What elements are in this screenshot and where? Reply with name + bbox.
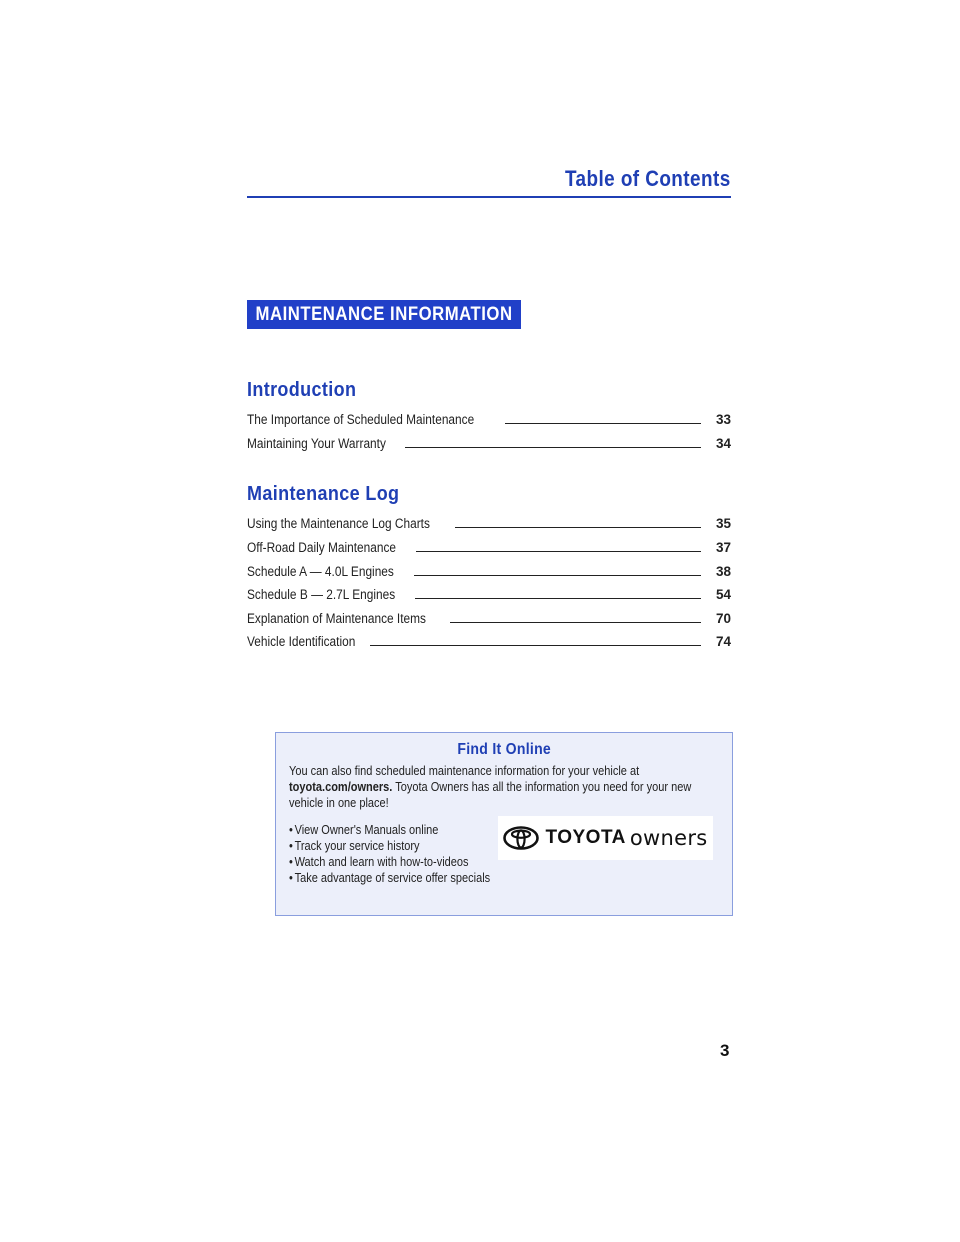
info-text	[289, 763, 693, 811]
toc-row[interactable]	[247, 584, 731, 602]
toc-leader	[416, 551, 701, 552]
toc-page: 70	[715, 611, 731, 626]
feature-list	[289, 822, 490, 886]
toyota-emblem-icon	[503, 826, 539, 850]
toc-label: Schedule A — 4.0L Engines	[247, 564, 394, 579]
list-item: • Track your service history	[289, 838, 490, 854]
page-number: 3	[720, 1041, 730, 1060]
owners-link[interactable]: toyota.com/owners.	[289, 779, 393, 794]
logo-owners: owners	[629, 826, 708, 850]
toc-page: 74	[715, 634, 731, 649]
group-heading-maintenance-log: Maintenance Log	[247, 483, 400, 505]
section-banner-label: MAINTENANCE INFORMATION	[255, 303, 513, 325]
toc-label: Using the Maintenance Log Charts	[247, 516, 430, 531]
toc-leader	[415, 598, 701, 599]
toc-leader	[450, 622, 701, 623]
list-item: • Watch and learn with how-to-videos	[289, 854, 490, 870]
toc-page: 54	[715, 587, 731, 602]
toc-leader	[505, 423, 701, 424]
toc-page: 33	[715, 412, 731, 427]
info-title: Find It Online	[457, 741, 551, 758]
info-text-body: Toyota Owners has all the information you need for your new vehicle in one place!	[289, 779, 692, 810]
toc-row[interactable]	[247, 409, 731, 427]
toc-row[interactable]	[247, 433, 731, 451]
toc-leader	[370, 645, 701, 646]
toc-page: 35	[715, 516, 731, 531]
toc-page: 38	[715, 564, 731, 579]
toc-row[interactable]	[247, 513, 731, 531]
toc-row[interactable]	[247, 537, 731, 555]
logo-brand: TOYOTA	[545, 827, 626, 848]
toc-leader	[455, 527, 701, 528]
header-rule	[247, 196, 731, 198]
toc-row[interactable]	[247, 631, 731, 649]
toc-label: Off-Road Daily Maintenance	[247, 540, 397, 555]
group-heading-introduction: Introduction	[247, 379, 357, 401]
find-it-online-box	[275, 732, 733, 916]
list-item: • View Owner's Manuals online	[289, 822, 490, 838]
toyota-owners-logo	[498, 816, 713, 860]
toc-label: Maintaining Your Warranty	[247, 436, 386, 451]
toc-label: Explanation of Maintenance Items	[247, 611, 426, 626]
section-banner	[247, 300, 521, 329]
toc-label: Schedule B — 2.7L Engines	[247, 587, 396, 602]
page-header-title: Table of Contents	[565, 166, 731, 191]
list-item: • Take advantage of service offer specials	[289, 870, 490, 886]
toc-page: 34	[715, 436, 731, 451]
toc-leader	[414, 575, 701, 576]
info-text-intro: You can also find scheduled maintenance information for your vehicle at	[289, 763, 640, 778]
toc-label: Vehicle Identification	[247, 634, 356, 649]
toc-row[interactable]	[247, 608, 731, 626]
toc-label: The Importance of Scheduled Maintenance	[247, 412, 475, 427]
toc-row[interactable]	[247, 561, 731, 579]
toc-leader	[405, 447, 701, 448]
toc-page: 37	[715, 540, 731, 555]
